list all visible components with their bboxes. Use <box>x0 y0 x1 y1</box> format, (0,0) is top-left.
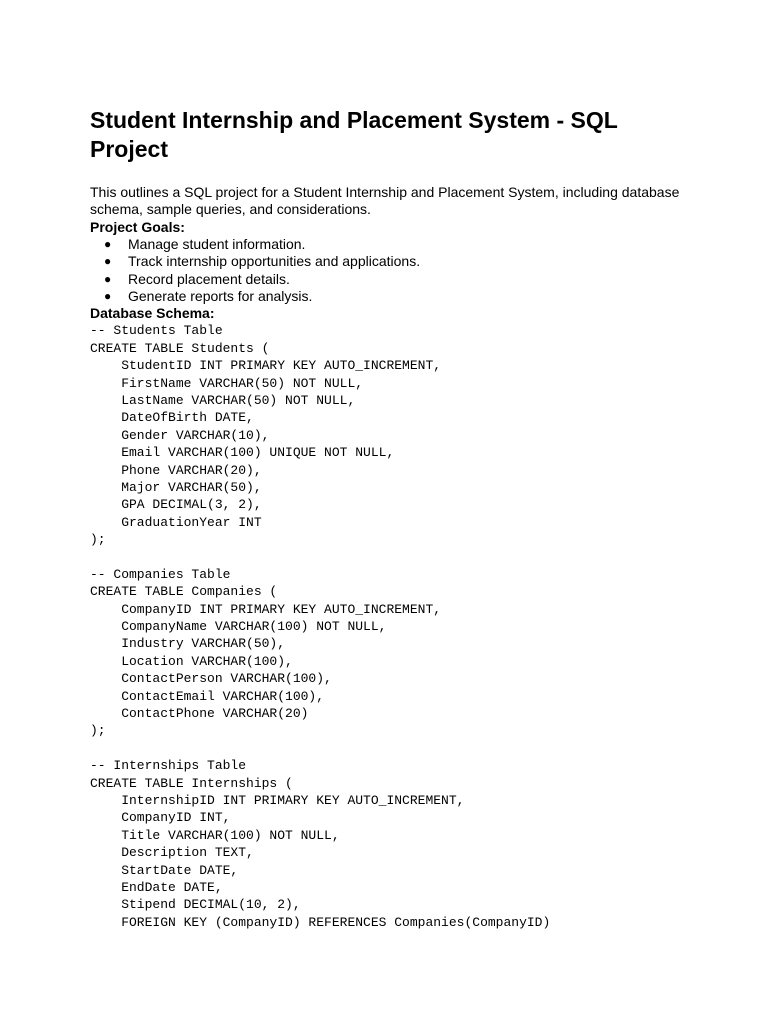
code-line: -- Students Table <box>90 323 223 339</box>
code-line: CompanyID INT PRIMARY KEY AUTO_INCREMENT, <box>90 601 442 617</box>
list-item <box>90 271 690 288</box>
code-line <box>90 549 690 566</box>
code-line: Location VARCHAR(100), <box>90 653 293 669</box>
code-line: Phone VARCHAR(20), <box>90 462 262 478</box>
code-line: ); <box>90 532 106 548</box>
code-line: GPA DECIMAL(3, 2), <box>90 497 262 513</box>
list-item <box>90 288 690 305</box>
code-line: StartDate DATE, <box>90 862 239 878</box>
code-line: FOREIGN KEY (CompanyID) REFERENCES Companies(CompanyID) <box>90 914 551 930</box>
code-line: ContactPhone VARCHAR(20) <box>90 706 309 722</box>
code-line: Title VARCHAR(100) NOT NULL, <box>90 827 340 843</box>
document-title: Student Internship and Placement System - SQL Project <box>90 107 618 162</box>
code-line: DateOfBirth DATE, <box>90 410 254 426</box>
sql-code-block <box>90 322 690 931</box>
code-line: CREATE TABLE Students ( <box>90 340 270 356</box>
bullet-icon: ● <box>104 254 112 269</box>
goals-heading: Project Goals: <box>90 218 185 235</box>
bullet-icon: ● <box>104 237 112 252</box>
code-line: -- Companies Table <box>90 566 231 582</box>
code-line: EndDate DATE, <box>90 879 223 895</box>
code-line: CREATE TABLE Internships ( <box>90 775 293 791</box>
code-line: GraduationYear INT <box>90 514 262 530</box>
list-item <box>90 253 690 270</box>
code-line: Industry VARCHAR(50), <box>90 636 286 652</box>
code-line: CompanyID INT, <box>90 810 231 826</box>
bullet-icon: ● <box>104 271 112 286</box>
goal-text: Track internship opportunities and applications. <box>128 253 421 270</box>
bullet-icon: ● <box>104 288 112 303</box>
code-line: Major VARCHAR(50), <box>90 479 262 495</box>
code-line: Email VARCHAR(100) UNIQUE NOT NULL, <box>90 445 395 461</box>
code-line: ); <box>90 723 106 739</box>
code-line: ContactPerson VARCHAR(100), <box>90 671 332 687</box>
code-line: CompanyName VARCHAR(100) NOT NULL, <box>90 619 387 635</box>
code-line: CREATE TABLE Companies ( <box>90 584 278 600</box>
code-line: ContactEmail VARCHAR(100), <box>90 688 325 704</box>
code-line: InternshipID INT PRIMARY KEY AUTO_INCREMENT, <box>90 792 465 808</box>
code-line: Gender VARCHAR(10), <box>90 427 270 443</box>
goal-text: Record placement details. <box>128 270 290 287</box>
schema-heading: Database Schema: <box>90 305 215 322</box>
code-line: Stipend DECIMAL(10, 2), <box>90 897 301 913</box>
code-line: -- Internships Table <box>90 758 247 774</box>
code-line <box>90 740 690 757</box>
code-line: FirstName VARCHAR(50) NOT NULL, <box>90 375 364 391</box>
code-line: StudentID INT PRIMARY KEY AUTO_INCREMENT, <box>90 358 442 374</box>
document-page <box>90 106 690 931</box>
code-line: Description TEXT, <box>90 845 254 861</box>
goals-list <box>90 236 690 305</box>
code-line: LastName VARCHAR(50) NOT NULL, <box>90 393 356 408</box>
goal-text: Generate reports for analysis. <box>128 287 313 304</box>
intro-paragraph: This outlines a SQL project for a Student Internship and Placement System, including database schema, sample queries, and considerations. <box>90 184 680 218</box>
list-item <box>90 236 690 253</box>
goal-text: Manage student information. <box>128 236 306 253</box>
